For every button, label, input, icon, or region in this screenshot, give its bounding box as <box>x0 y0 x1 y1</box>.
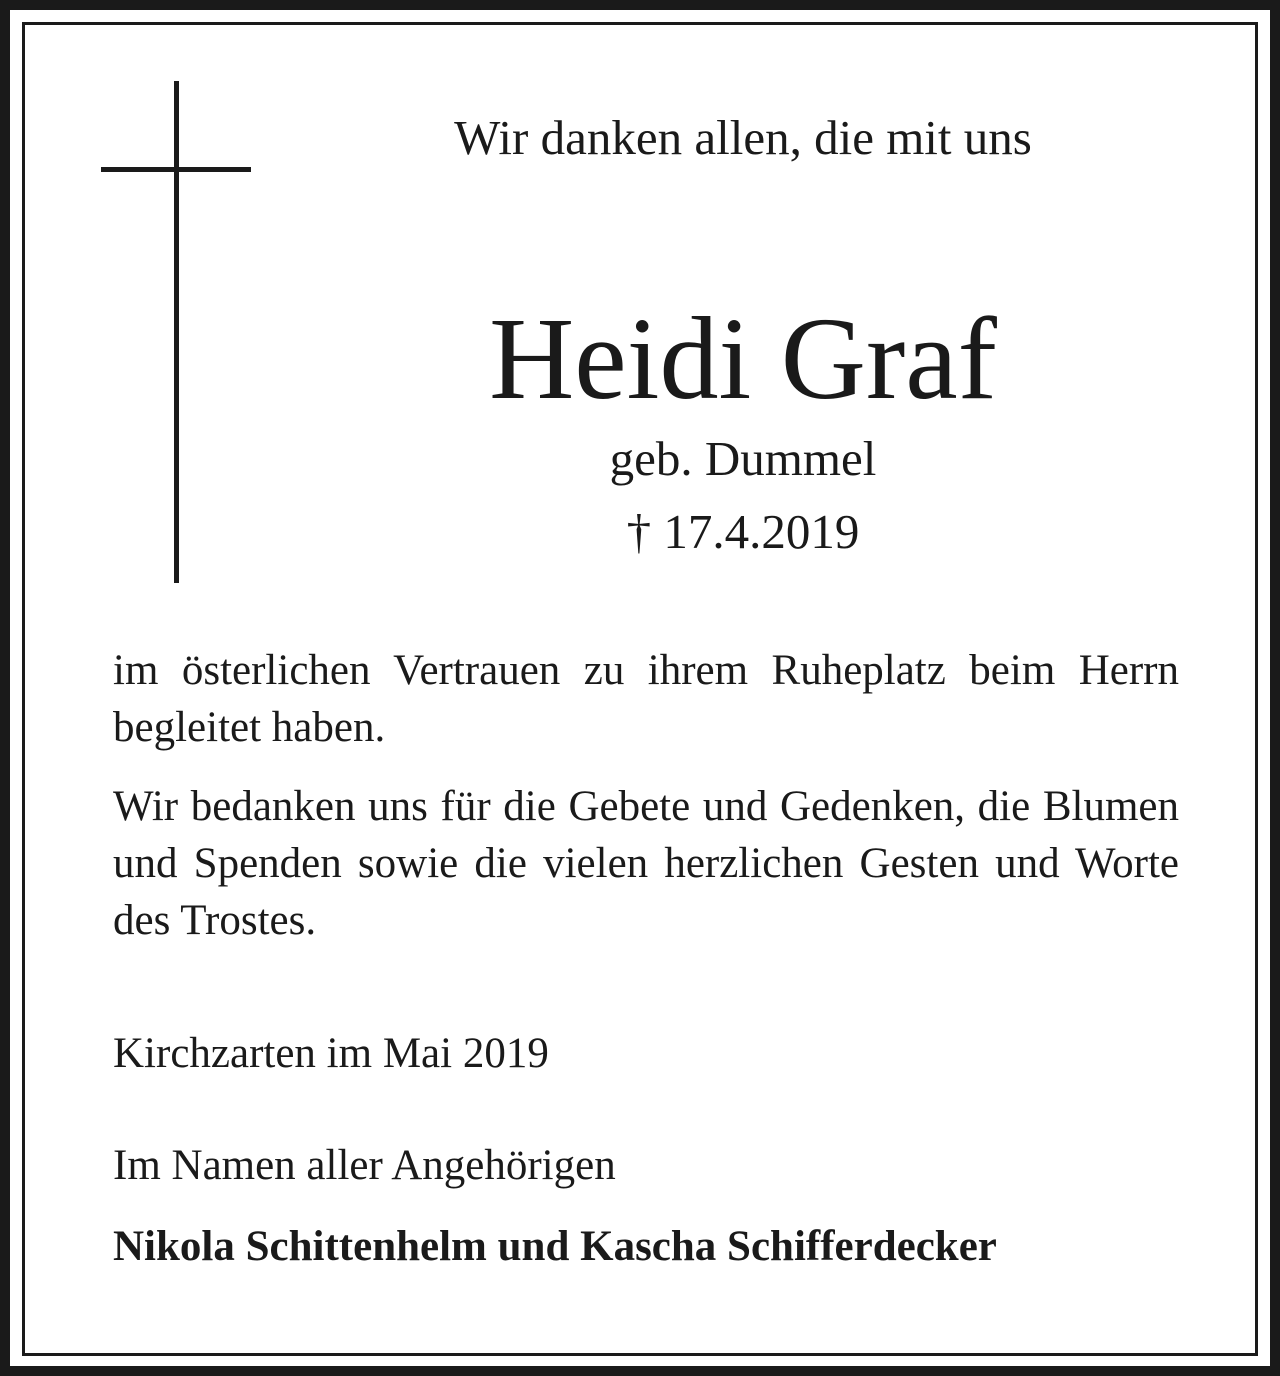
death-date: † 17.4.2019 <box>626 504 860 559</box>
signatories: Nikola Schittenhelm und Kascha Schifferdecker <box>113 1223 997 1270</box>
thanks-paragraph-2: Wir bedanken uns für die Gebete und Gedenken, die Blumen und Spenden sowie die vielen herzlichen Gesten und Worte des Trostes. <box>113 783 1179 944</box>
cross-horizontal-bar <box>101 167 251 172</box>
intro-line: Wir danken allen, die mit uns <box>454 110 1032 165</box>
on-behalf-line: Im Namen aller Angehörigen <box>113 1142 616 1189</box>
cross-vertical-bar <box>174 81 179 583</box>
deceased-name: Heidi Graf <box>489 293 997 424</box>
birth-name: geb. Dummel <box>609 431 877 486</box>
place-date: Kirchzarten im Mai 2019 <box>113 1030 549 1077</box>
thanks-paragraph-1: im österlichen Vertrauen zu ihrem Ruheplatz beim Herrn begleitet haben. <box>113 647 1179 751</box>
